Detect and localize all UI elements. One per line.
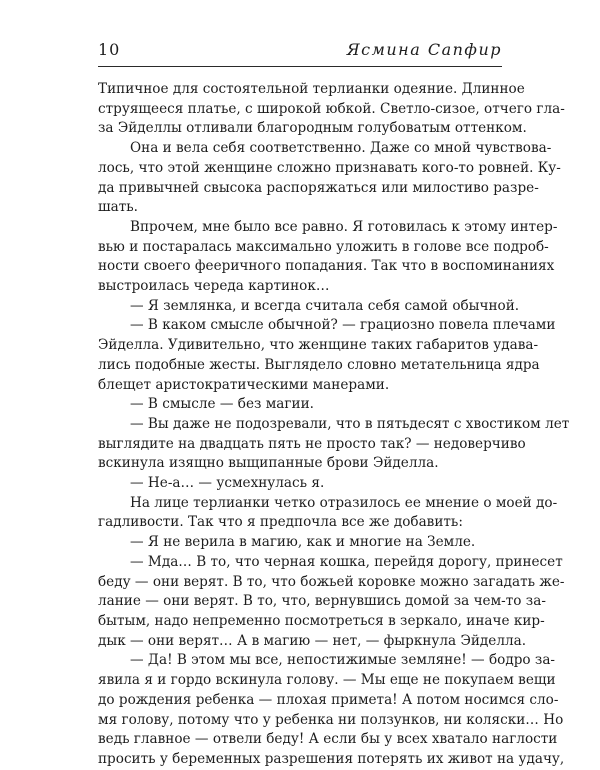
paragraph: [98, 297, 520, 317]
text-line: да привычней свысока распоряжаться или милостиво разре-: [98, 179, 539, 196]
text-line: — В смысле — без магии.: [130, 396, 314, 413]
text-line: — Мда… В то, что черная кошка, перейдя дорогу, принесет: [130, 553, 563, 570]
text-line: блещет аристократическими манерами.: [98, 376, 390, 393]
text-line: — Вы даже не подозревали, что в пятьдесят с хвостиком лет: [130, 415, 570, 432]
text-line: за Эйделлы отливали благородным голубоватым оттенком.: [98, 120, 527, 137]
paragraph: [98, 533, 502, 553]
text-line: лось, что этой женщине сложно признавать кого-то ровней. Ку-: [98, 159, 561, 176]
text-line: ведь главное — отвели беду! А если бы у всех хватало наглости: [98, 731, 558, 748]
paragraph: [98, 474, 502, 494]
text-line: выглядите на двадцать пять не просто так? — недоверчиво: [98, 435, 526, 452]
paragraph: [98, 139, 561, 218]
paragraph: [98, 395, 502, 415]
text-line: вскинула изящно выщипанные брови Эйделла.: [98, 455, 439, 472]
text-line: вью и постаралась максимально уложить в голове все подроб-: [98, 238, 549, 255]
text-line: На лице терлианки четко отразилось ее мнение о моей до-: [130, 494, 558, 511]
text-line: шать.: [98, 199, 138, 216]
text-line: — В каком смысле обычной? — грациозно повела плечами: [130, 317, 556, 334]
text-line: — Да! В этом мы все, непостижимые земляне! — бодро за-: [130, 652, 556, 669]
page-header: [98, 36, 502, 70]
text-line: просить у беременных разрешения потерять их живот на удачу,: [98, 750, 565, 767]
text-line: гадливости. Так что я предпочла все же добавить:: [98, 514, 463, 531]
text-line: — Не-а… — усмехнулась я.: [130, 475, 325, 492]
paragraph: [98, 415, 570, 474]
text-line: беду — они верят. В то, что божьей коровке можно загадать же-: [98, 573, 565, 590]
text-line: до рождения ребенка — плохая примета! А потом носимся сло-: [98, 691, 559, 708]
paragraph: [98, 218, 558, 297]
text-line: лание — они верят. В то, что, вернувшись домой за чем-то за-: [98, 593, 546, 610]
text-line: мя голову, потому что у ребенка ни ползунков, ни коляски… Но: [98, 711, 564, 728]
paragraph: [98, 553, 565, 652]
running-head: Ясмина Сапфир: [346, 40, 502, 59]
text-line: Впрочем, мне было все равно. Я готовилась к этому интер-: [130, 218, 558, 235]
body-text: [98, 80, 570, 770]
paragraph: [98, 316, 556, 395]
page-number: 10: [98, 40, 121, 59]
header-rule: [98, 66, 502, 67]
text-line: выстроилась череда картинок…: [98, 278, 330, 295]
paragraph: [98, 80, 565, 139]
text-line: бытым, надо непременно посмотреться в зеркало, иначе кир-: [98, 612, 545, 629]
text-line: Типичное для состоятельной терлианки одеяние. Длинное: [98, 81, 525, 97]
text-line: Эйделла. Удивительно, что женщине таких габаритов удава-: [98, 337, 539, 354]
text-line: — Я не верила в магию, как и многие на Земле.: [130, 534, 476, 551]
text-line: лись подобные жесты. Выглядело словно метательница ядра: [98, 356, 540, 373]
text-line: дык — они верят… А в магию — нет, — фыркнула Эйделла.: [98, 632, 527, 649]
paragraph: [98, 651, 565, 769]
text-line: Она и вела себя соответственно. Даже со мной чувствова-: [130, 140, 552, 157]
text-line: ности своего фееричного попадания. Так что в воспоминаниях: [98, 258, 555, 275]
text-line: струящееся платье, с широкой юбкой. Светло-сизое, отчего гла-: [98, 100, 565, 117]
text-line: явила я и гордо вскинула голову. — Мы еще не покупаем вещи: [98, 672, 556, 689]
paragraph: [98, 494, 558, 533]
text-line: — Я землянка, и всегда считала себя самой обычной.: [130, 297, 520, 314]
